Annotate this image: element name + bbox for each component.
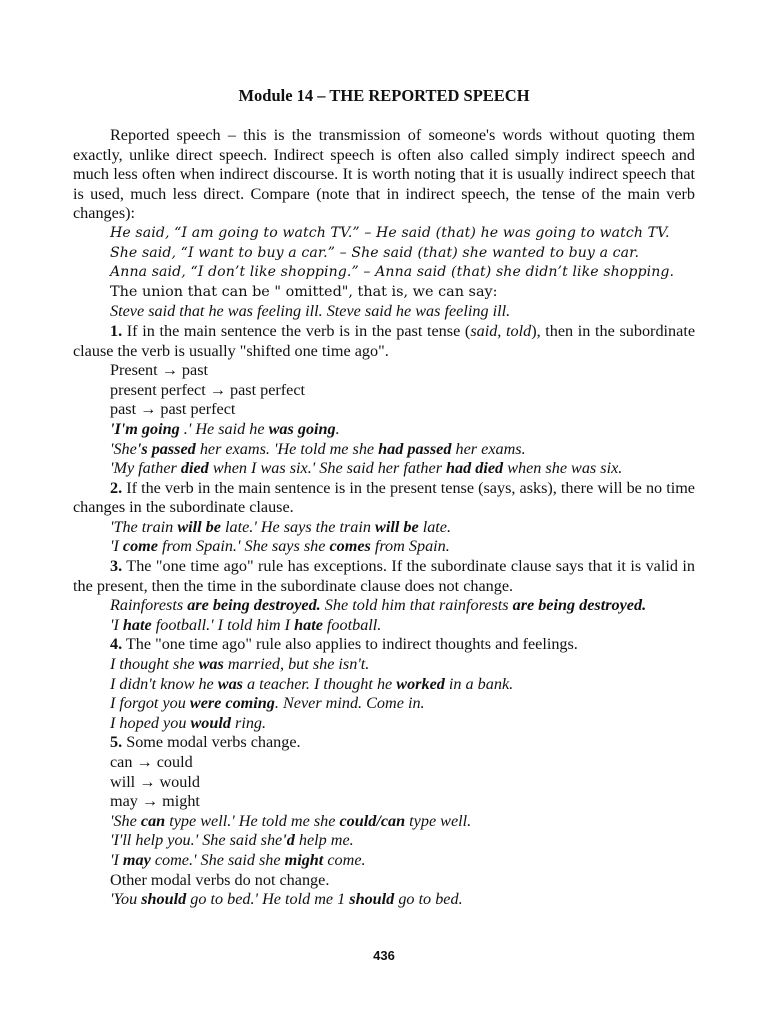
example-line: 'My father died when I was six.' She said her father had died when she was six. [110, 459, 623, 478]
document-page [73, 86, 695, 910]
example-line: 'I may come.' She said she might come. [110, 850, 366, 869]
intro-paragraph: Reported speech – this is the transmission of someone's words without quoting them exactly, unlike direct speech. Indirect speech is often also called simply indirect speech and much less often when indirect discourse. It is worth noting that it is usually indirect speech that is used, much less direct. Compare (note that in indirect speech, the tense of the main verb changes): [73, 126, 695, 223]
union-note: The union that can be " omitted", that is, we can say: [110, 283, 498, 300]
rule-4-paragraph: 4. The "one time ago" rule also applies to indirect thoughts and feelings. [110, 635, 578, 654]
example-line: I thought she was married, but she isn't. [110, 655, 370, 674]
page-number: 436 [373, 948, 395, 963]
example-line: He said, “I am going to watch TV.” – He said (that) he was going to watch TV. [110, 224, 670, 241]
rule-number: 4. [110, 635, 123, 654]
rule-number: 1. [110, 321, 123, 340]
example-line: 'The train will be late.' He says the train will be late. [110, 517, 452, 536]
example-line: 'I come from Spain.' She says she comes from Spain. [110, 537, 450, 556]
modal-shift: can → could [110, 753, 193, 771]
tense-shift: present perfect → past perfect [110, 380, 306, 399]
page-title: Module 14 – THE REPORTED SPEECH [238, 86, 530, 105]
example-line: Anna said, “I don’t like shopping.” – Anna said (that) she didn’t like shopping. [110, 264, 675, 281]
rule-3-paragraph: 3. The "one time ago" rule has exceptions. If the subordinate clause says that it is valid in the present, then the time in the subordinate clause does not change. [73, 557, 695, 595]
example-line: She said, “I want to buy a car.” – She said (that) she wanted to buy a car. [110, 244, 640, 261]
example-line: Rainforests are being destroyed. She told him that rainforests are being destroyed. [110, 596, 647, 615]
example-line: 'She can type well.' He told me she could/can type well. [110, 811, 472, 830]
rule-number: 5. [110, 733, 123, 752]
example-line: 'I'll help you.' She said she'd help me. [110, 831, 354, 850]
example-line: I didn't know he was a teacher. I thought he worked in a bank. [110, 674, 514, 693]
example-line: I forgot you were coming. Never mind. Come in. [110, 694, 425, 713]
example-line: 'You should go to bed.' He told me 1 should go to bed. [110, 890, 463, 909]
rule-1-paragraph: 1. If in the main sentence the verb is in the past tense (said, told), then in the subordinate clause the verb is usually "shifted one time ago". [73, 321, 695, 360]
rule-number: 2. [110, 478, 123, 497]
rule-2-paragraph: 2. If the verb in the main sentence is in the present tense (says, asks), there will be no time changes in the subordinate clause. [73, 478, 695, 517]
example-line: I hoped you would ring. [110, 713, 267, 732]
modal-shift: will → would [110, 772, 200, 791]
example-line: 'I'm going .' He said he was going. [110, 419, 340, 438]
tense-shift: past → past perfect [110, 400, 236, 419]
rule-number: 3. [110, 557, 123, 576]
note-line: Other modal verbs do not change. [110, 870, 330, 889]
tense-shift: Present → past [110, 361, 209, 380]
rule-5-paragraph: 5. Some modal verbs change. [110, 733, 301, 752]
example-line: 'She's passed her exams. 'He told me she had passed her exams. [110, 439, 526, 458]
modal-shift: may → might [110, 792, 200, 811]
example-line: Steve said that he was feeling ill. Steve said he was feeling ill. [110, 302, 511, 321]
example-line: 'I hate football.' I told him I hate football. [110, 615, 382, 634]
